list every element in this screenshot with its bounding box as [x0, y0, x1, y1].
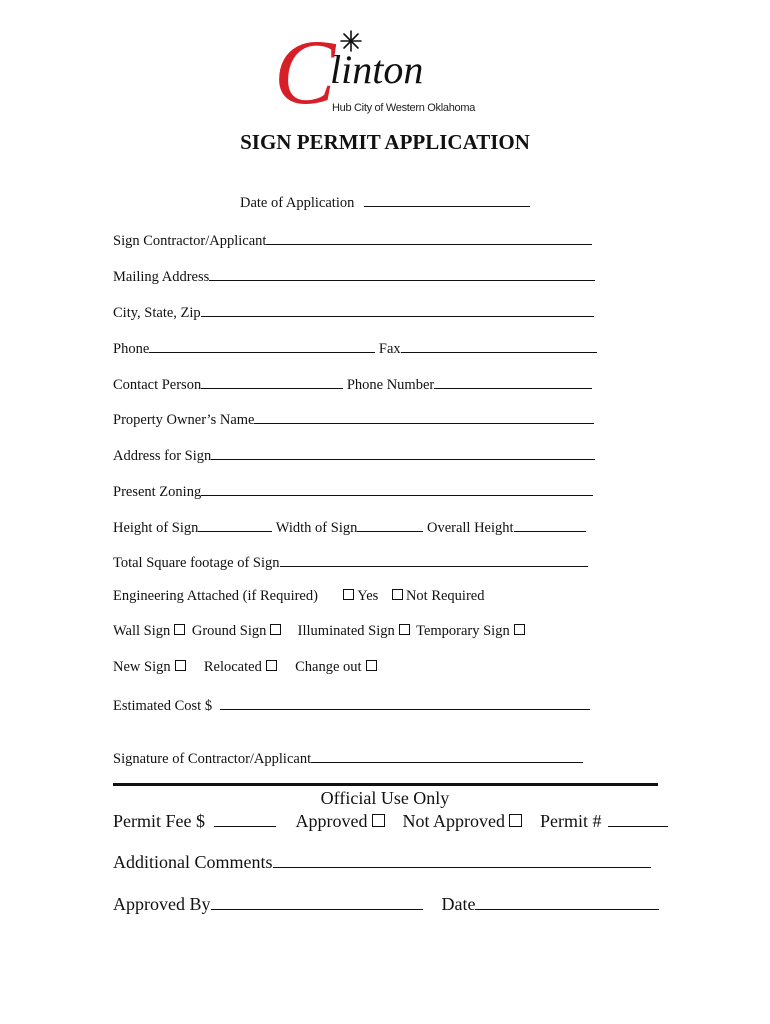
- city-state-zip-label: City, State, Zip: [113, 305, 201, 321]
- present-zoning-label: Present Zoning: [113, 484, 202, 500]
- date-field[interactable]: [475, 892, 659, 910]
- address-for-sign-field[interactable]: [211, 445, 595, 460]
- mailing-address-label: Mailing Address: [113, 269, 210, 285]
- overall-height-field[interactable]: [514, 517, 586, 532]
- permit-fee-label: Permit Fee $: [113, 811, 205, 831]
- signature-label: Signature of Contractor/Applicant: [113, 751, 312, 767]
- contact-row: [113, 374, 592, 394]
- permit-number-field[interactable]: [608, 809, 668, 827]
- square-footage-row: [113, 552, 588, 572]
- square-footage-label: Total Square footage of Sign: [113, 555, 280, 571]
- sign-status-row: [113, 659, 380, 676]
- mailing-address-field[interactable]: [209, 266, 595, 281]
- logo-tagline: Hub City of Western Oklahoma: [332, 102, 476, 114]
- signature-field[interactable]: [311, 748, 583, 763]
- width-of-sign-label: Width of Sign: [275, 520, 358, 536]
- property-owner-field[interactable]: [254, 409, 594, 424]
- approved-by-field[interactable]: [211, 892, 423, 910]
- mailing-address-row: [113, 266, 595, 286]
- relocated-checkbox[interactable]: [266, 660, 277, 671]
- approved-label: Approved: [295, 811, 368, 831]
- date-label: Date: [441, 894, 476, 914]
- illuminated-sign-checkbox[interactable]: [399, 624, 410, 635]
- temporary-sign-checkbox[interactable]: [514, 624, 525, 635]
- city-state-zip-field[interactable]: [201, 302, 594, 317]
- estimated-cost-field[interactable]: [220, 695, 590, 710]
- square-footage-field[interactable]: [280, 552, 588, 567]
- present-zoning-field[interactable]: [201, 481, 593, 496]
- additional-comments-row: [113, 850, 651, 873]
- logo-letter-c: C: [274, 21, 336, 123]
- approved-checkbox[interactable]: [372, 814, 385, 827]
- phone-number-field[interactable]: [434, 374, 592, 389]
- city-state-zip-row: [113, 302, 594, 322]
- property-owner-row: [113, 409, 594, 429]
- additional-comments-field[interactable]: [273, 850, 651, 868]
- property-owner-label: Property Owner’s Name: [113, 412, 255, 428]
- logo-word: linton: [330, 47, 424, 92]
- not-approved-label: Not Approved: [402, 811, 505, 831]
- estimated-cost-label: Estimated Cost $: [113, 698, 213, 714]
- additional-comments-label: Additional Comments: [113, 852, 273, 872]
- new-sign-checkbox[interactable]: [175, 660, 186, 671]
- estimated-cost-row: [113, 695, 590, 715]
- permit-fee-row: [113, 809, 668, 832]
- phone-number-label: Phone Number: [346, 377, 435, 393]
- phone-fax-row: [113, 338, 597, 358]
- change-out-label: Change out: [295, 659, 362, 675]
- change-out-checkbox[interactable]: [366, 660, 377, 671]
- fax-field[interactable]: [401, 338, 597, 353]
- phone-label: Phone: [113, 341, 150, 357]
- address-for-sign-label: Address for Sign: [113, 448, 212, 464]
- engineering-label: Engineering Attached (if Required): [113, 588, 318, 604]
- sign-contractor-field[interactable]: [266, 230, 592, 245]
- illuminated-sign-label: Illuminated Sign: [297, 623, 395, 639]
- wall-sign-label: Wall Sign: [113, 623, 171, 639]
- sign-type-row: [113, 623, 528, 640]
- address-for-sign-row: [113, 445, 595, 465]
- approved-by-label: Approved By: [113, 894, 211, 914]
- contact-person-field[interactable]: [201, 374, 343, 389]
- section-divider: [113, 783, 658, 786]
- signature-row: [113, 748, 583, 768]
- clinton-logo: [274, 21, 476, 123]
- overall-height-label: Overall Height: [426, 520, 514, 536]
- yes-checkbox[interactable]: [343, 589, 354, 600]
- approved-by-row: [113, 892, 659, 915]
- not-required-checkbox[interactable]: [392, 589, 403, 600]
- phone-field[interactable]: [149, 338, 375, 353]
- form-title: SIGN PERMIT APPLICATION: [240, 130, 530, 154]
- permit-fee-field[interactable]: [214, 809, 276, 827]
- wall-sign-checkbox[interactable]: [174, 624, 185, 635]
- date-of-application-row: [240, 192, 530, 212]
- not-approved-checkbox[interactable]: [509, 814, 522, 827]
- ground-sign-checkbox[interactable]: [270, 624, 281, 635]
- date-of-application-label: Date of Application: [240, 195, 355, 211]
- contact-person-label: Contact Person: [113, 377, 202, 393]
- engineering-row: [113, 588, 484, 605]
- new-sign-label: New Sign: [113, 659, 171, 675]
- width-of-sign-field[interactable]: [357, 517, 423, 532]
- permit-number-label: Permit #: [540, 811, 602, 831]
- height-of-sign-label: Height of Sign: [113, 520, 199, 536]
- present-zoning-row: [113, 481, 593, 501]
- height-of-sign-field[interactable]: [198, 517, 272, 532]
- fax-label: Fax: [378, 341, 401, 357]
- sign-contractor-row: [113, 230, 592, 250]
- official-use-heading: Official Use Only: [320, 788, 450, 808]
- not-required-label: Not Required: [405, 588, 485, 604]
- dimensions-row: [113, 517, 586, 537]
- sign-contractor-label: Sign Contractor/Applicant: [113, 233, 267, 249]
- date-of-application-field[interactable]: [364, 192, 530, 207]
- ground-sign-label: Ground Sign: [191, 623, 267, 639]
- yes-label: Yes: [357, 588, 379, 604]
- temporary-sign-label: Temporary Sign: [416, 623, 510, 639]
- relocated-label: Relocated: [203, 659, 262, 675]
